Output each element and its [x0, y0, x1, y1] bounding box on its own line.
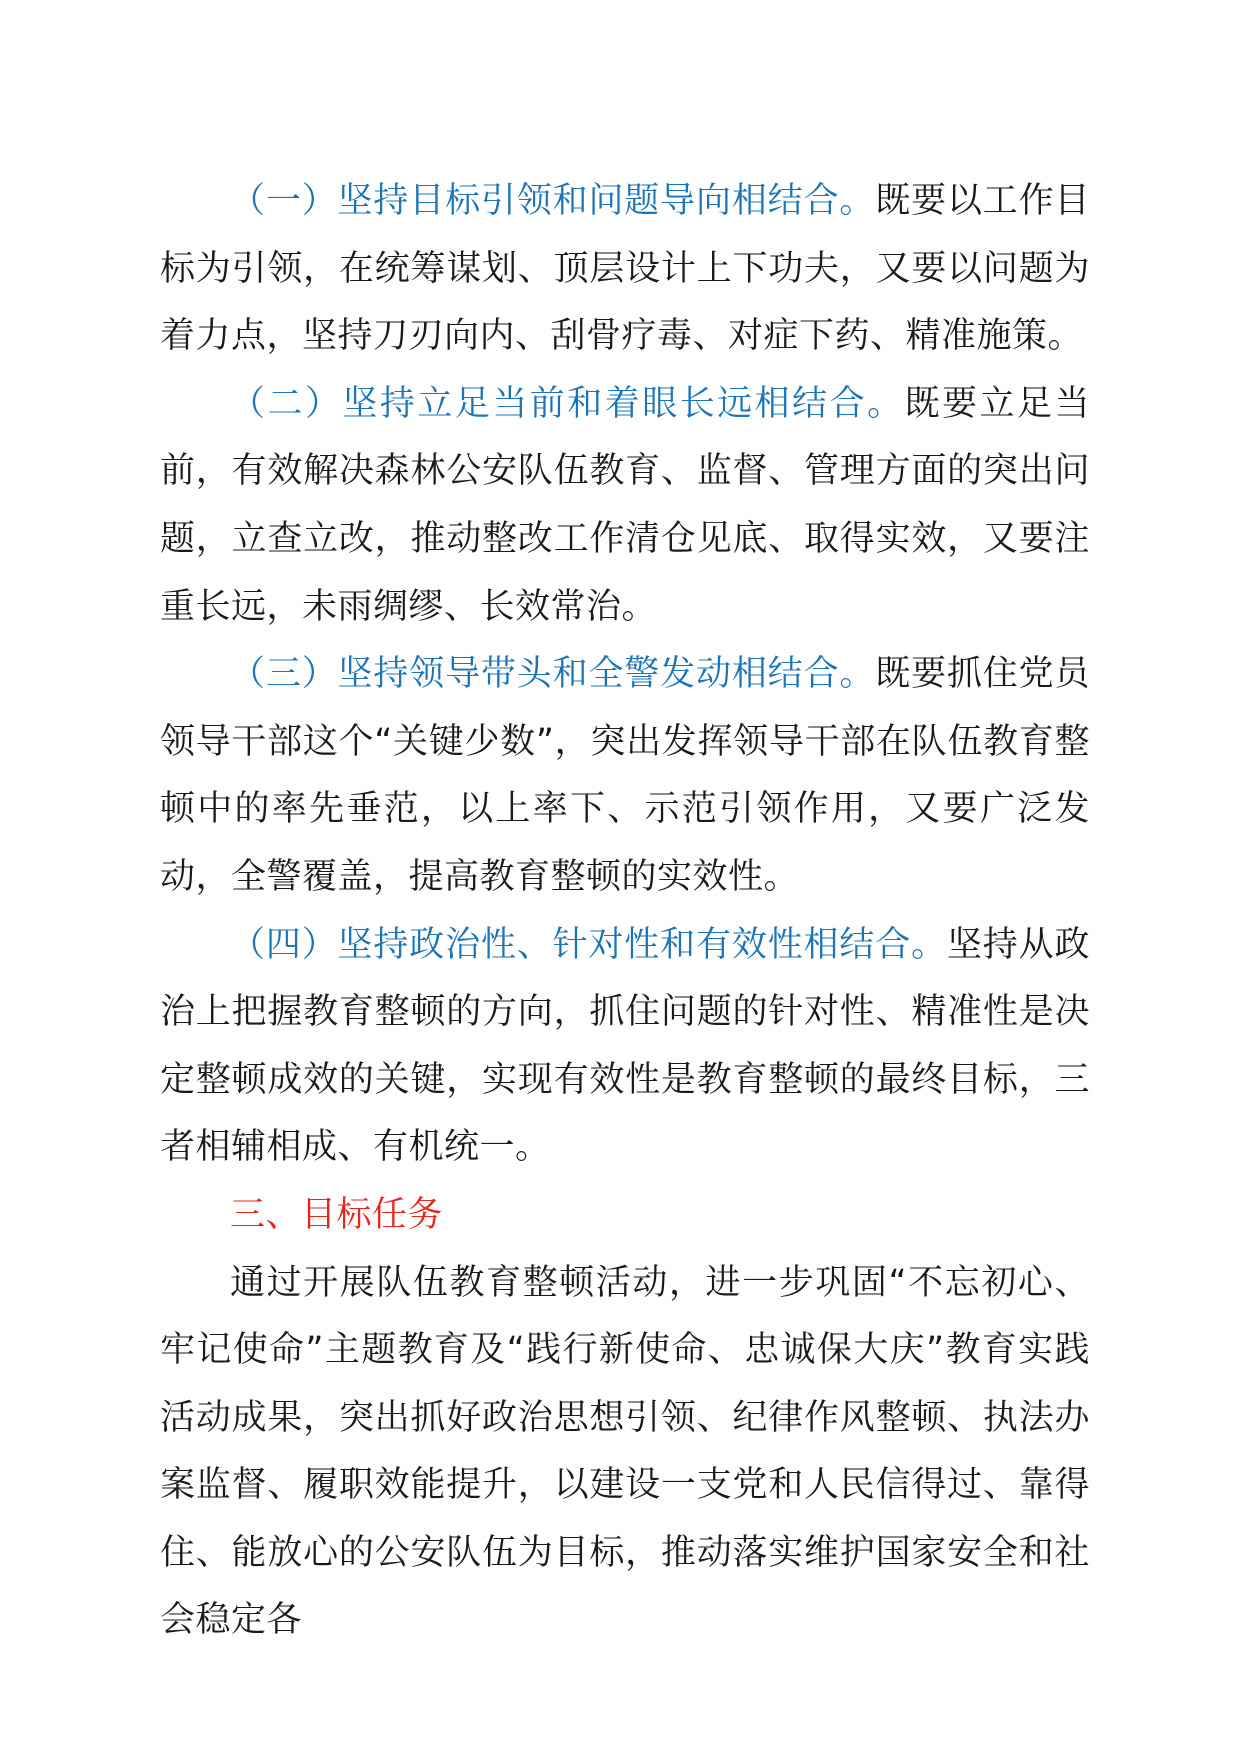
section-1-paragraph	[160, 168, 1090, 371]
section-title: 三、目标任务	[230, 1194, 444, 1235]
section-2-paragraph	[160, 371, 1090, 641]
section-3-paragraph	[160, 641, 1090, 911]
section-4-body: 坚持从政治上把握教育整顿的方向，抓住问题的针对性、精准性是决定整顿成效的关键，实现有效性是教育整顿的最终目标，三者相辅相成、有机统一。	[160, 924, 1090, 1168]
closing-paragraph: 通过开展队伍教育整顿活动，进一步巩固“不忘初心、牢记使命”主题教育及“践行新使命、忠诚保大庆”教育实践活动成果，突出抓好政治思想引领、纪律作风整顿、执法办案监督、履职效能提升，以建设一支党和人民信得过、靠得住、能放心的公安队伍为目标，推动落实维护国家安全和社会稳定各	[160, 1262, 1090, 1641]
section-3-body: 既要抓住党员领导干部这个“关键少数”，突出发挥领导干部在队伍教育整顿中的率先垂范，以上率下、示范引领作用，又要广泛发动，全警覆盖，提高教育整顿的实效性。	[160, 654, 1090, 897]
section-1-body: 既要以工作目标为引领，在统筹谋划、顶层设计上下功夫，又要以问题为着力点，坚持刀刃向内、刮骨疗毒、对症下药、精准施策。	[160, 181, 1090, 357]
section-4-paragraph	[160, 912, 1090, 1182]
section-1-heading: （一）坚持目标引领和问题导向相结合。	[230, 181, 876, 221]
section-2-body: 既要立足当前，有效解决森林公安队伍教育、监督、管理方面的突出问题，立查立改，推动整改工作清仓见底、取得实效，又要注重长远，未雨绸缪、长效常治。	[160, 383, 1090, 627]
section-2-heading: （二）坚持立足当前和着眼长远相结合。	[230, 383, 905, 424]
section-3-heading: （三）坚持领导带头和全警发动相结合。	[230, 654, 876, 695]
section-4-heading: （四）坚持政治性、针对性和有效性相结合。	[230, 924, 947, 965]
document-page	[160, 168, 1090, 1655]
